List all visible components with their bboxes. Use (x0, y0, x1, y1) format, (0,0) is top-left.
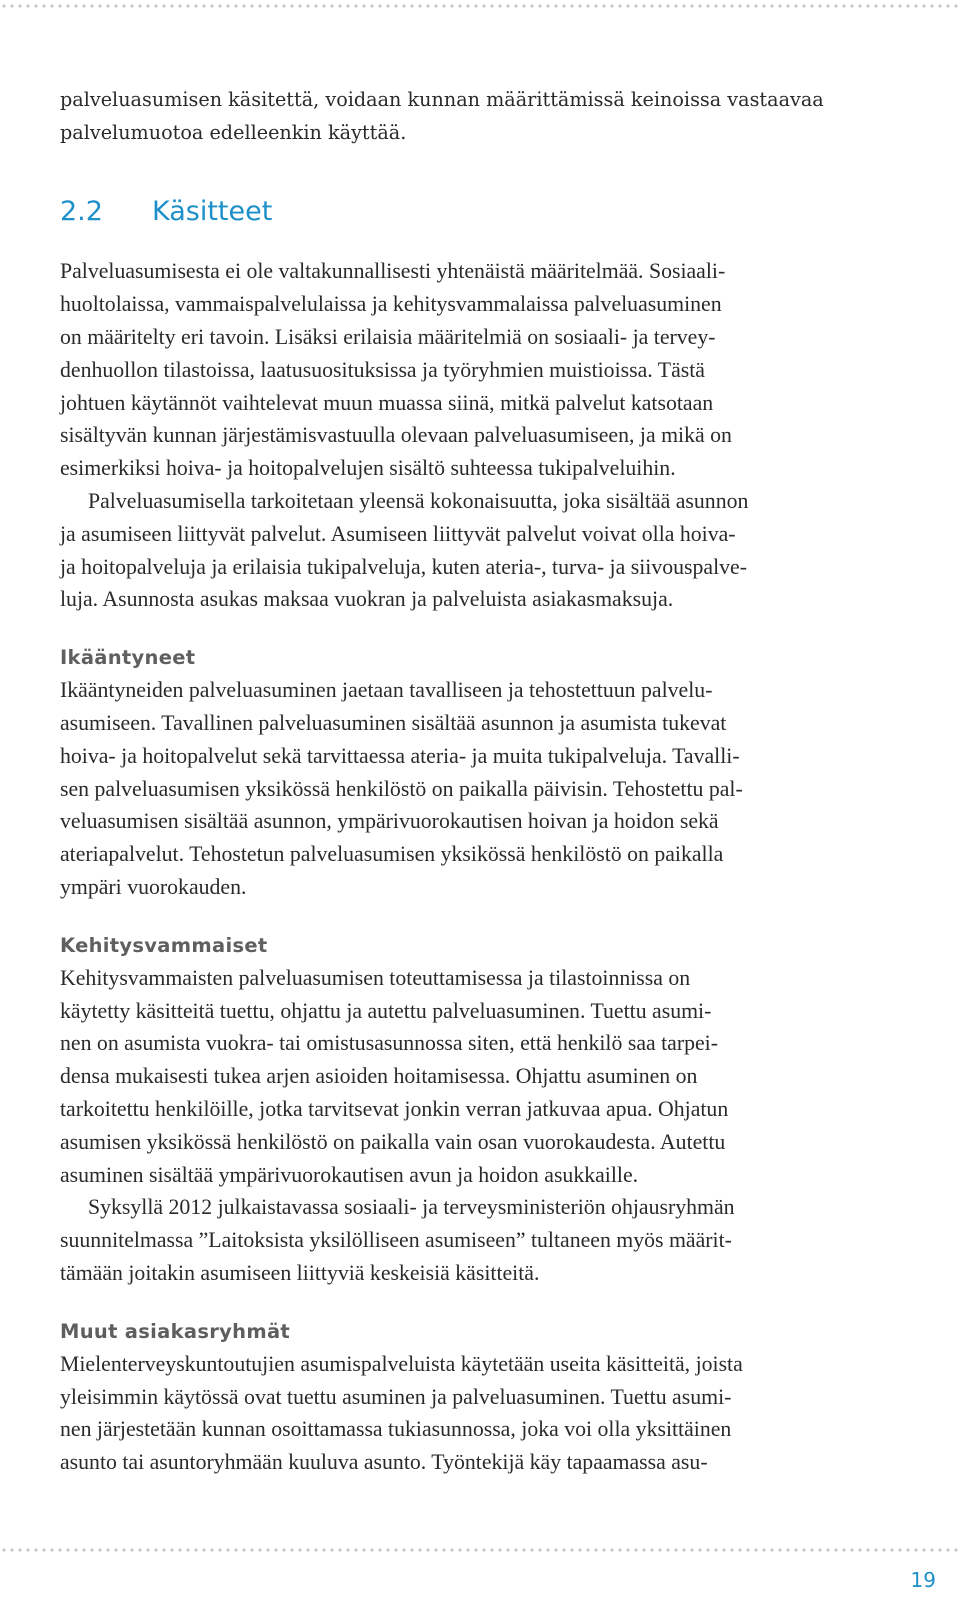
subheading-disabled: Kehitysvammaiset (60, 933, 268, 957)
subheading-other-groups: Muut asiakasryhmät (60, 1319, 291, 1343)
section-heading (60, 196, 896, 228)
page-content (60, 84, 896, 1479)
subheading-elderly: Ikääntyneet (60, 646, 196, 670)
page-number: 19 (910, 1568, 936, 1592)
paragraph-disabled-followup: Syksyllä 2012 julkaistavassa sosiaali- ja terveysministeriön ohjausryhmän suunnitelmassa ”Laitoksista yksilölliseen asumiseen” tultaneen myös määrit- tämään joitakin asumiseen liittyviä keskeisiä käsitteitä. (60, 1195, 735, 1285)
paragraph-service-housing: Palveluasumisella tarkoitetaan yleensä kokonaisuutta, joka sisältää asunnon ja asumiseen liittyvät palvelut. Asumiseen liittyvät palvelut voivat olla hoiva- ja hoitopalveluja ja erilaisia tukipalveluja, kuten ateria-, turva- ja siivouspalve- luja. Asunnosta asukas maksaa vuokran ja palveluista asiakasmaksuja. (60, 488, 749, 612)
paragraph-disabled: Kehitysvammaisten palveluasumisen toteuttamisessa ja tilastoinnissa on käytetty käsitteitä tuettu, ohjattu ja autettu palveluasuminen. Tuettu asumi- nen on asumista vuokra- tai omistusasunnossa siten, että henkilö saa tarpei- densa mukaisesti tukea arjen asioiden hoitamisessa. Ohjattu asuminen on tarkoitettu henkilöille, jotka tarvitsevat jonkin verran jatkuvaa apua. Ohjatun asumisen yksikössä henkilöstö on paikalla vain osan vuorokaudesta. Autettu asuminen sisältää ympärivuorokautisen avun ja hoidon asukkaille. (60, 965, 729, 1187)
bottom-dotted-rule (0, 1548, 960, 1552)
paragraph-elderly: Ikääntyneiden palveluasuminen jaetaan tavalliseen ja tehostettuun palvelu- asumiseen. Tavallinen palveluasuminen sisältää asunnon ja asumista tukevat hoiva- ja hoitopalvelut sekä tarvittaessa ateria- ja muita tukipalveluja. Tavalli- sen palveluasumisen yksikössä henkilöstö on paikalla päivisin. Tehostettu pal- veluasumisen sisältää asunnon, ympärivuorokautisen hoivan ja hoidon sekä ateriapalvelut. Tehostetun palveluasumisen yksikössä henkilöstö on paikalla ympäri vuorokauden. (60, 678, 743, 899)
section-title: Käsitteet (152, 196, 273, 228)
paragraph-definitions: Palveluasumisesta ei ole valtakunnallisesti yhtenäistä määritelmää. Sosiaali- huoltolaissa, vammaispalvelulaissa ja kehitysvammalaissa palveluasuminen on määritelty eri tavoin. Lisäksi erilaisia määritelmiä on sosiaali- ja tervey- denhuollon tilastoissa, laatusuosituksissa ja työryhmien muistioissa. Tästä johtuen käytännöt vaihtelevat muun muassa siinä, mitkä palvelut katsotaan sisältyvän kunnan järjestämisvastuulla olevaan palveluasumiseen, ja mikä on esimerkiksi hoiva- ja hoitopalvelujen sisältö suhteessa tukipalveluihin. (60, 259, 732, 481)
paragraph-other-groups: Mielenterveyskuntoutujien asumispalveluista käytetään useita käsitteitä, joista yleisimmin käytössä ovat tuettu asuminen ja palveluasuminen. Tuettu asumi- nen järjestetään kunnan osoittamassa tukiasunnossa, joka voi olla yksittäinen asunto tai asuntoryhmään kuuluva asunto. Työntekijä käy tapaamassa asu- (60, 1351, 743, 1475)
section-number: 2.2 (60, 196, 103, 228)
top-dotted-rule (0, 4, 960, 8)
intro-paragraph: palveluasumisen käsitettä, voidaan kunnan määrittämissä keinoissa vastaavaa palvelumuotoa edelleenkin käyttää. (60, 88, 824, 144)
